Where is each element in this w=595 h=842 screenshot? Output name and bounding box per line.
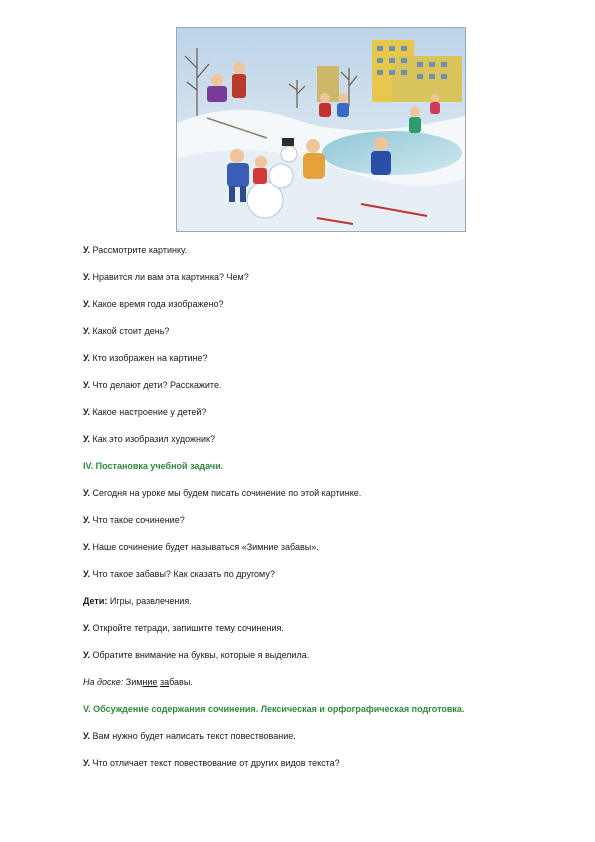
speaker-label: У. xyxy=(83,515,90,525)
dialog-line xyxy=(83,514,185,526)
speaker-label: У. xyxy=(83,272,90,282)
speaker-label: У. xyxy=(83,731,90,741)
dialog-line xyxy=(83,433,215,445)
board-word-2: забавы. xyxy=(159,677,193,687)
line-text: Вам нужно будет написать текст повествование. xyxy=(92,731,296,741)
line-text: Что делают дети? Расскажите. xyxy=(92,380,222,390)
winter-fun-illustration xyxy=(176,27,466,232)
speaker-label: У. xyxy=(83,569,90,579)
board-word-1: Зимние xyxy=(125,677,158,687)
speaker-label: У. xyxy=(83,326,90,336)
line-text: Кто изображен на картине? xyxy=(92,353,208,363)
speaker-label: Дети: xyxy=(83,596,108,606)
line-text: Какое настроение у детей? xyxy=(92,407,207,417)
section-heading-iv: IV. Постановка учебной задачи. xyxy=(83,461,224,471)
dialog-line xyxy=(83,541,319,553)
dialog-line xyxy=(83,244,187,256)
speaker-label: У. xyxy=(83,245,90,255)
section-heading-v: V. Обсуждение содержания сочинения. Лексическая и орфографическая подготовка. xyxy=(83,704,465,714)
line-text: Нравится ли вам эта картинка? Чем? xyxy=(92,272,249,282)
line-text: Рассмотрите картинку. xyxy=(92,245,188,255)
board-line xyxy=(83,676,193,688)
speaker-label: У. xyxy=(83,758,90,768)
dialog-line xyxy=(83,622,284,634)
dialog-line xyxy=(83,298,224,310)
speaker-label: У. xyxy=(83,380,90,390)
speaker-label: У. xyxy=(83,299,90,309)
speaker-label: У. xyxy=(83,488,90,498)
highlighted-letters: ние xyxy=(142,677,158,687)
speaker-label: У. xyxy=(83,650,90,660)
speaker-label: У. xyxy=(83,434,90,444)
line-text: Игры, развлечения. xyxy=(109,596,192,606)
dialog-line xyxy=(83,595,192,607)
line-text: Что такое сочинение? xyxy=(92,515,185,525)
dialog-line xyxy=(83,352,208,364)
dialog-line xyxy=(83,379,221,391)
speaker-label: У. xyxy=(83,623,90,633)
line-text: Какое время года изображено? xyxy=(92,299,224,309)
dialog-line xyxy=(83,730,296,742)
dialog-line xyxy=(83,649,309,661)
dialog-line xyxy=(83,406,206,418)
dialog-line xyxy=(83,568,275,580)
line-text: Что такое забавы? Как сказать по другому? xyxy=(92,569,275,579)
speaker-label: У. xyxy=(83,353,90,363)
speaker-label: У. xyxy=(83,542,90,552)
line-text: Откройте тетради, запишите тему сочинения. xyxy=(92,623,284,633)
ice-rink xyxy=(322,131,462,175)
line-text: Что отличает текст повествование от других видов текста? xyxy=(92,758,340,768)
line-text: Как это изобразил художник? xyxy=(92,434,215,444)
dialog-line xyxy=(83,757,340,769)
line-text: Наше сочинение будет называться «Зимние забавы». xyxy=(92,542,319,552)
line-text: Какой стоит день? xyxy=(92,326,170,336)
speaker-label: У. xyxy=(83,407,90,417)
dialog-line xyxy=(83,325,169,337)
dialog-line xyxy=(83,271,249,283)
line-text: Сегодня на уроке мы будем писать сочинение по этой картинке. xyxy=(92,488,362,498)
highlighted-letters: за xyxy=(159,677,170,687)
dialog-line xyxy=(83,487,361,499)
line-text: Обратите внимание на буквы, которые я выделила. xyxy=(92,650,310,660)
winter-scene-picture xyxy=(177,28,465,231)
board-label: На доске: xyxy=(83,677,124,687)
snowman-hat xyxy=(282,138,294,146)
